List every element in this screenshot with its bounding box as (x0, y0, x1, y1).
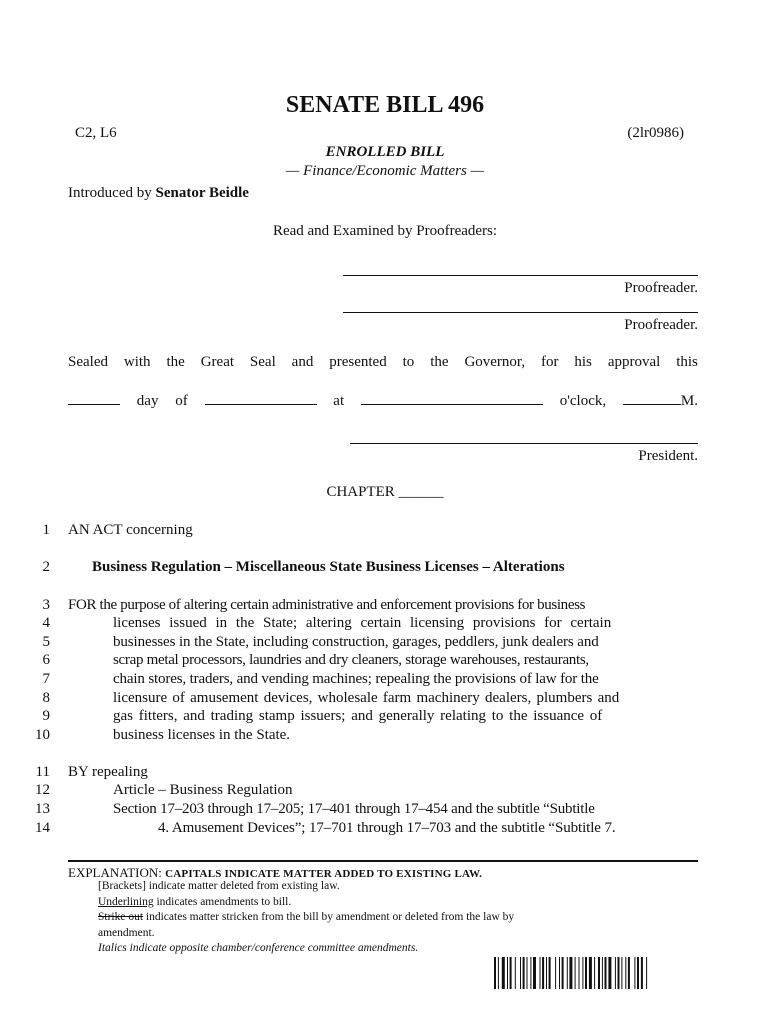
barcode-bar (602, 957, 603, 989)
bill-line: 4. Amusement Devices”; 17–701 through 17–703 and the subtitle “Subtitle 7. (158, 820, 616, 836)
bill-title: SENATE BILL 496 (285, 92, 485, 118)
committee-name: — Finance/Economic Matters — (286, 163, 484, 179)
meridiem-blank (623, 390, 681, 405)
bill-status: ENROLLED BILL (325, 144, 445, 160)
document-number: (2lr0986) (627, 125, 684, 141)
sealed-word: for (540, 354, 559, 370)
explanation-underlining (98, 896, 291, 908)
underlining-text: indicates amendments to bill. (153, 896, 292, 908)
barcode-bar (569, 957, 572, 989)
barcode-bar (555, 957, 556, 989)
sealed-word: Seal (249, 354, 276, 370)
line-number: 12 (35, 782, 50, 798)
bill-line: scrap metal processors, laundries and dry cleaners, storage warehouses, restaurants, (113, 652, 589, 668)
explanation-rule (68, 860, 698, 862)
barcode-bar (498, 957, 499, 989)
explanation-label: EXPLANATION: (68, 865, 166, 880)
line-number: 11 (35, 764, 50, 780)
barcode-bar (621, 957, 622, 989)
explanation-caps: CAPITALS INDICATE MATTER ADDED TO EXISTING LAW. (165, 868, 483, 880)
explanation-strike-cont: amendment. (98, 927, 155, 939)
oclock-label: o'clock, (559, 393, 607, 409)
strike-text: indicates matter stricken from the bill by amendment or deleted from the law by (143, 911, 515, 923)
line-number: 13 (35, 801, 50, 817)
line-number: 9 (42, 708, 50, 724)
sealed-word: Great (200, 354, 235, 370)
barcode-bar (520, 957, 521, 989)
barcode-bar (540, 957, 541, 989)
sealed-word: this (676, 354, 698, 370)
barcode-bar (549, 957, 551, 989)
proofreader-signature-line-1 (343, 275, 698, 276)
barcode-bar (575, 957, 576, 989)
sealed-word: approval (607, 354, 661, 370)
meridiem-label: M. (680, 393, 698, 409)
barcode-bar (527, 957, 528, 989)
barcode-bar (589, 957, 592, 989)
proofreader-label-1: Proofreader. (624, 280, 698, 296)
bill-line: AN ACT concerning (68, 522, 193, 538)
bill-line: licenses issued in the State; altering certain licensing provisions for certain (113, 615, 612, 631)
bill-line: FOR the purpose of altering certain administrative and enforcement provisions for business (68, 597, 586, 613)
at-label: at (333, 393, 345, 409)
barcode-bar (559, 957, 560, 989)
barcode-bar (502, 957, 505, 989)
barcode-bar (628, 957, 630, 989)
president-label: President. (638, 448, 698, 464)
barcode-bar (618, 957, 620, 989)
bill-line: Section 17–203 through 17–205; 17–401 through 17–454 and the subtitle “Subtitle (113, 801, 595, 817)
date-time-row (68, 390, 698, 410)
line-number: 10 (35, 727, 50, 743)
explanation-brackets (98, 880, 340, 892)
meridiem-group (623, 390, 698, 410)
month-blank (205, 390, 317, 405)
proofread-heading: Read and Examined by Proofreaders: (272, 223, 498, 239)
bill-short-title: Business Regulation – Miscellaneous State Business Licenses – Alterations (92, 559, 565, 575)
day-label: day (136, 393, 159, 409)
strike-word: Strike out (98, 911, 144, 923)
barcode-bar (585, 957, 587, 989)
barcode-bar (507, 957, 508, 989)
barcode-bar (494, 957, 496, 989)
sealed-word: the (166, 354, 185, 370)
brackets-text: indicate matter deleted from existing law. (145, 880, 340, 892)
president-signature-line (350, 443, 698, 444)
barcode-bar (615, 957, 616, 989)
proofreader-signature-line-2 (343, 312, 698, 313)
sealed-word: with (123, 354, 151, 370)
barcode-bar (579, 957, 580, 989)
bill-line: gas fitters, and trading stamp issuers; and generally relating to the issuance of (113, 708, 603, 724)
bill-line: chain stores, traders, and vending machines; repealing the provisions of law for the (113, 671, 599, 687)
barcode-bar (646, 957, 647, 989)
explanation-strike (98, 911, 514, 923)
barcode-bar (523, 957, 525, 989)
sponsor-name: Senator Beidle (155, 185, 249, 201)
bill-line: BY repealing (68, 764, 148, 780)
barcode-bar (582, 957, 583, 989)
underlining-word: Underlining (98, 896, 154, 908)
chapter-line: CHAPTER ______ (326, 484, 444, 500)
introduced-prefix: Introduced by (68, 185, 156, 201)
line-number: 2 (42, 559, 50, 575)
sealed-word: Sealed (68, 354, 108, 370)
barcode-bar (542, 957, 544, 989)
barcode-bar (533, 957, 536, 989)
sealed-word: and (291, 354, 314, 370)
barcode-bar (594, 957, 595, 989)
sealed-word: the (430, 354, 449, 370)
barcode-bar (515, 957, 516, 989)
barcode-bar (641, 957, 643, 989)
of-label: of (175, 393, 188, 409)
barcode-bar (567, 957, 568, 989)
line-number: 8 (42, 690, 50, 706)
bill-line: business licenses in the State. (113, 727, 291, 743)
line-number: 7 (42, 671, 50, 687)
sealed-statement (68, 354, 698, 371)
barcode-bar (530, 957, 531, 989)
introduced-by (68, 185, 249, 202)
line-number: 6 (42, 652, 50, 668)
barcode-bar (608, 957, 611, 989)
bill-line: licensure of amusement devices, wholesale farm machinery dealers, plumbers and (113, 690, 620, 706)
barcode-bar (562, 957, 564, 989)
bill-line: businesses in the State, including construction, garages, peddlers, junk dealers and (113, 634, 599, 650)
brackets-word: [Brackets] (98, 880, 146, 892)
line-number: 4 (42, 615, 50, 631)
sealed-word: his (574, 354, 592, 370)
barcode-bar (637, 957, 639, 989)
line-number: 1 (42, 522, 50, 538)
line-number: 5 (42, 634, 50, 650)
barcode-bar (598, 957, 600, 989)
barcode-bar (510, 957, 512, 989)
sealed-word: to (402, 354, 415, 370)
barcode-bar (634, 957, 635, 989)
proofreader-label-2: Proofreader. (624, 317, 698, 333)
barcode-bar (605, 957, 607, 989)
barcode-bar (625, 957, 626, 989)
sealed-word: Governor, (464, 354, 526, 370)
day-blank (68, 390, 120, 405)
barcode-image (494, 957, 680, 989)
line-number: 3 (42, 597, 50, 613)
barcode-bar (546, 957, 547, 989)
time-blank (361, 390, 543, 405)
explanation-heading (68, 865, 482, 881)
line-number: 14 (35, 820, 50, 836)
subject-codes: C2, L6 (75, 125, 117, 141)
sealed-word: presented (329, 354, 387, 370)
explanation-italics: Italics indicate opposite chamber/conference committee amendments. (98, 942, 419, 954)
bill-line: Article – Business Regulation (113, 782, 293, 798)
